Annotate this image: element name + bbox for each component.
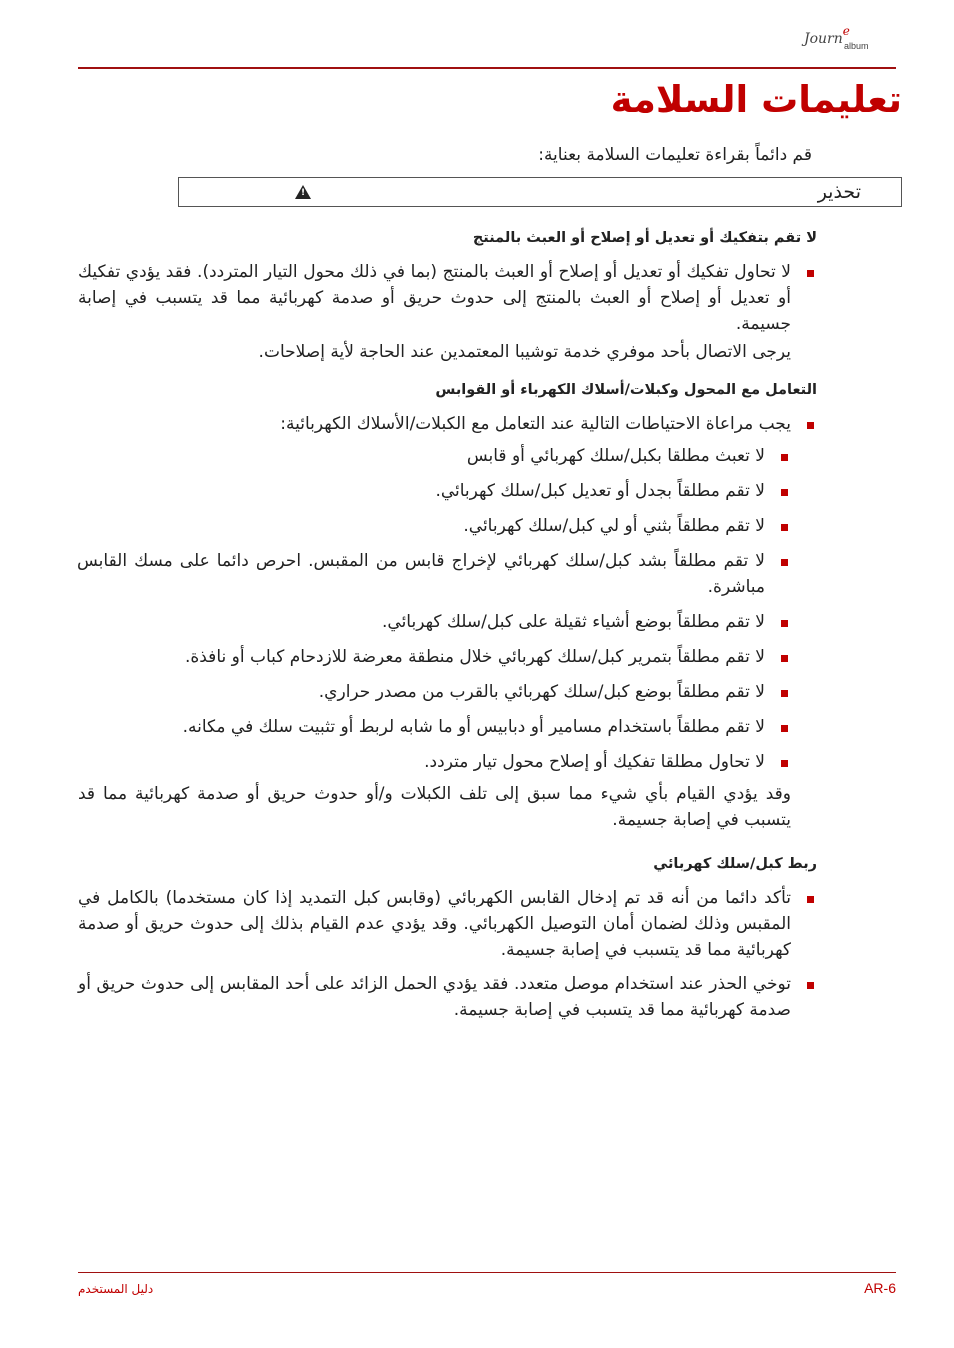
list-item: لا تقم مطلقاً بثني أو لي كبل/سلك كهربائي. <box>78 513 791 539</box>
bullet-list <box>78 885 902 1023</box>
page-content <box>78 72 902 1023</box>
list-item: توخي الحذر عند استخدام موصل متعدد. فقد يؤدي الحمل الزائد على أحد المقابس إلى حدوث حريق أو صدمة كهربائية مما قد يتسبب في إصابة جسيمة. <box>78 971 817 1023</box>
bullet-square-icon <box>781 760 788 767</box>
list-item: يجب مراعاة الاحتياطات التالية عند التعامل مع الكبلات/الأسلاك الكهربائية: <box>78 411 817 437</box>
list-item: لا تحاول مطلقا تفكيك أو إصلاح محول تيار متردد. <box>78 749 791 775</box>
footer-manual-label: دليل المستخدم <box>78 1282 154 1296</box>
bullet-square-icon <box>781 489 788 496</box>
bullet-square-icon <box>807 896 814 903</box>
bullet-square-icon <box>807 982 814 989</box>
section-heading-cables: التعامل مع المحول وكبلات/أسلاك الكهرباء أو القوابس <box>435 382 817 398</box>
header-divider <box>78 67 896 69</box>
footer-divider <box>78 1272 896 1273</box>
list-item: تأكد دائما من أنه قد تم إدخال القابس الكهربائي (وقابس كبل التمديد إذا كان مستخدما) بالكامل في المقبس وذلك لضمان أمان التوصيل الكهربائي. وقد يؤدي عدم القيام بذلك إلى حدوث حريق أو صدمة كهربائية مما قد يتسبب في إصابة جسيمة. <box>78 885 817 963</box>
sub-bullet-list <box>78 443 902 775</box>
list-item: لا تقم مطلقاً بتمرير كبل/سلك كهربائي خلال منطقة معرضة للازدحام كباب أو نافذة. <box>78 644 791 670</box>
list-item: لا تعبث مطلقا بكبل/سلك كهربائي أو قابس <box>78 443 791 469</box>
bullet-list <box>78 259 902 337</box>
bullet-square-icon <box>781 559 788 566</box>
bullet-list <box>78 411 902 437</box>
album-logo <box>800 22 900 56</box>
section-heading-disassembly: لا تقم بتفكيك أو تعديل أو إصلاح أو العبث بالمنتج <box>472 230 817 246</box>
intro-text: قم دائماً بقراءة تعليمات السلامة بعناية: <box>538 145 812 165</box>
page-title: تعليمات السلامة <box>610 78 902 121</box>
section-note: وقد يؤدي القيام بأي شيء مما سبق إلى تلف الكبلات و/أو حدوث حريق أو صدمة كهربائية مما قد يتسبب في إصابة جسيمة. <box>78 784 791 830</box>
bullet-square-icon <box>807 422 814 429</box>
section-heading-connecting: ربط كبل/سلك كهربائي <box>653 856 817 872</box>
list-item: لا تقم مطلقاً باستخدام مسامير أو دبابيس أو ما شابه لربط أو تثبيت سلك في مكانه. <box>78 714 791 740</box>
bullet-square-icon <box>781 454 788 461</box>
bullet-square-icon <box>781 620 788 627</box>
bullet-square-icon <box>781 725 788 732</box>
bullet-square-icon <box>781 524 788 531</box>
bullet-square-icon <box>781 690 788 697</box>
page-number: AR-6 <box>864 1280 896 1296</box>
logo-script: Journe <box>804 24 850 47</box>
bullet-square-icon <box>781 655 788 662</box>
list-item: لا تقم مطلقاً بوضع أشياء ثقيلة على كبل/سلك كهربائي. <box>78 609 791 635</box>
warning-box <box>178 177 902 207</box>
warning-label: تحذير <box>817 181 861 203</box>
list-item: لا تقم مطلقاً بشد كبل/سلك كهربائي لإخراج قابس من المقبس. احرص دائما على مسك القابس مباشرة. <box>77 548 791 600</box>
section-note: يرجى الاتصال بأحد موفري خدمة توشيبا المعتمدين عند الحاجة لأية إصلاحات. <box>258 342 791 362</box>
warning-icon: ! <box>295 185 311 199</box>
list-item: لا تحاول تفكيك أو تعديل أو إصلاح أو العبث بالمنتج (بما في ذلك محول التيار المتردد). فقد يؤدي تفكيك أو تعديل أو إصلاح أو العبث بالمنتج إلى حدوث حريق أو صدمة كهربائية مما قد يتسبب في إصابة جسيمة. <box>78 259 817 337</box>
list-item: لا تقم مطلقاً بوضع كبل/سلك كهربائي بالقرب من مصدر حراري. <box>78 679 791 705</box>
bullet-square-icon <box>807 270 814 277</box>
logo-subtitle: album <box>844 41 869 51</box>
list-item: لا تقم مطلقاً بجدل أو تعديل كبل/سلك كهربائي. <box>78 478 791 504</box>
